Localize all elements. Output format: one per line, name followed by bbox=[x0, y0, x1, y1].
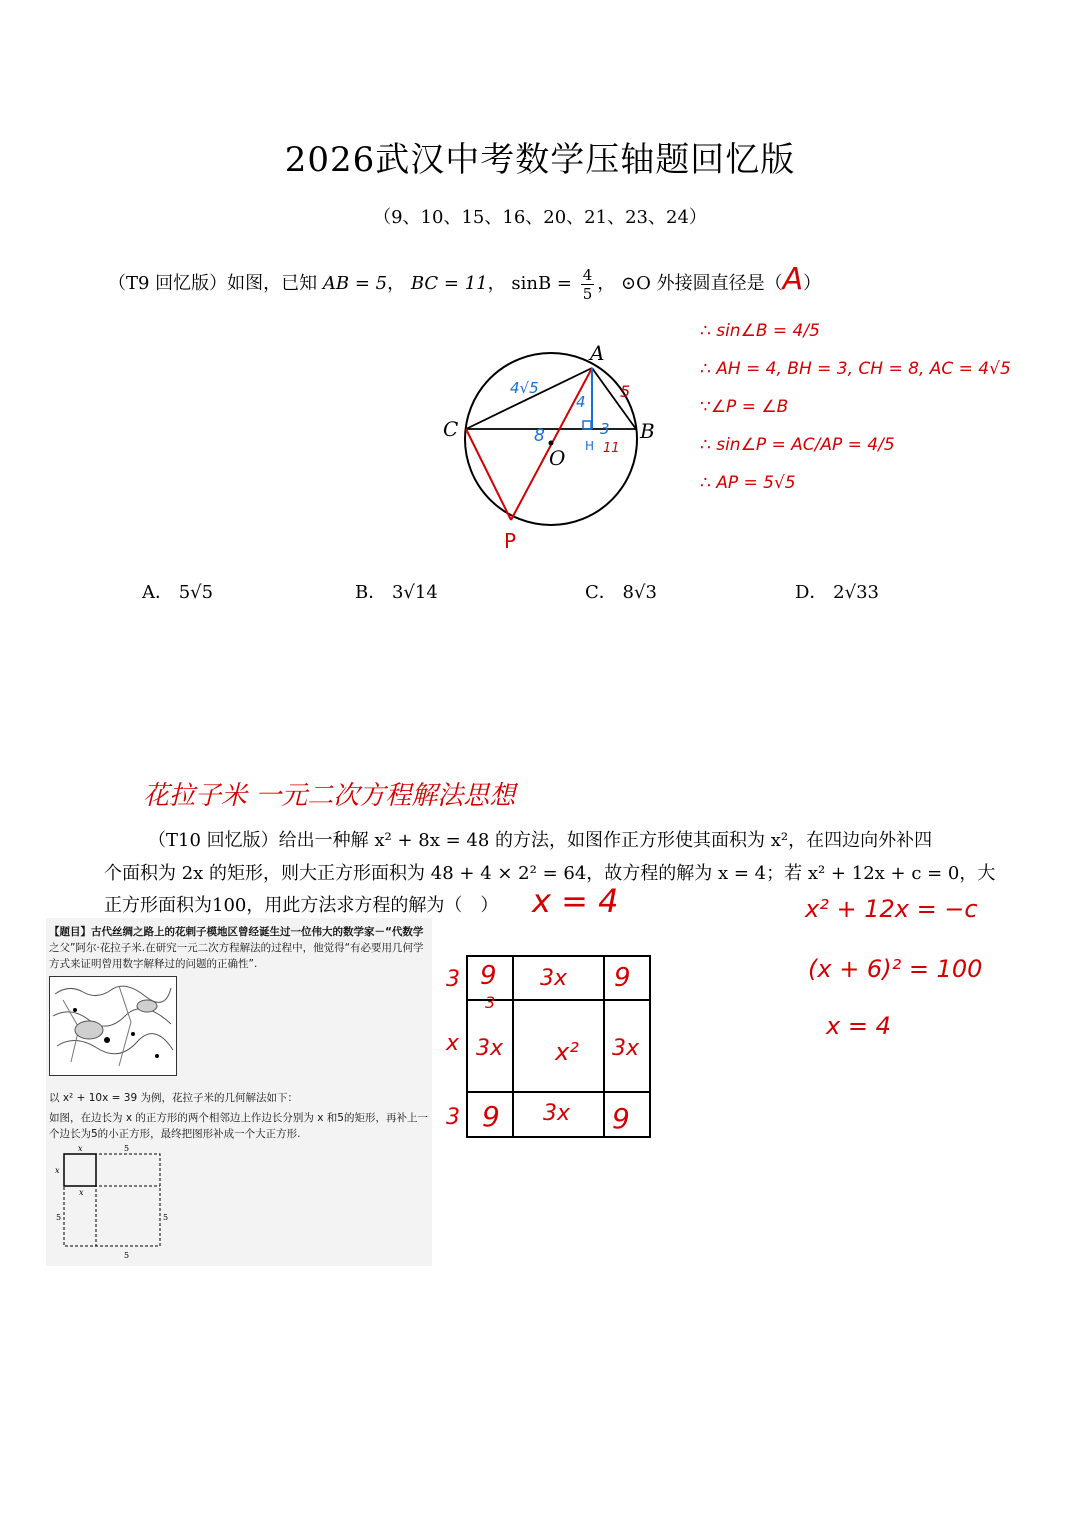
grid-left-2: x bbox=[446, 1031, 460, 1056]
mark-bc: 11 bbox=[603, 441, 620, 456]
mark-ac: 4√5 bbox=[510, 379, 539, 397]
label-5-left: 5 bbox=[56, 1213, 62, 1222]
point-o-label: O bbox=[549, 446, 566, 470]
point-a-label: A bbox=[590, 341, 605, 365]
card-example: 以 x² + 10x = 39 为例，花拉子米的几何解法如下： bbox=[49, 1092, 298, 1104]
circumcircle bbox=[465, 353, 637, 525]
mark-ah: 4 bbox=[576, 393, 586, 411]
q10-line-1: （T10 回忆版）给出一种解 x² + 8x = 48 的方法，如图作正方形使其面积为 x²，在四边向外补四 bbox=[148, 830, 933, 851]
small-square-x bbox=[64, 1154, 96, 1186]
grid-mid-center: x² bbox=[555, 1038, 579, 1066]
grid-bot-left: 9 bbox=[482, 1100, 500, 1133]
q9-sin-label: sinB = bbox=[511, 273, 572, 294]
q9-notes bbox=[700, 312, 1011, 502]
q9-ab: AB = 5 bbox=[322, 273, 388, 294]
label-5-bottom: 5 bbox=[124, 1251, 130, 1260]
khwarizmi-square-figure bbox=[52, 1144, 172, 1262]
right-angle-mark bbox=[583, 421, 591, 429]
option-a: A． 5√5 bbox=[142, 582, 214, 603]
card-desc-2: 个边长为5的小正方形，最终把图形补成一个大正方形. bbox=[49, 1128, 301, 1140]
card-text-2: 之父”阿尔·花拉子米.在研究一元二次方程解法的过程中，他觉得“有必要用几何学 bbox=[49, 942, 424, 954]
card-desc-1: 如图，在边长为 x 的正方形的两个相邻边上作边长分别为 x 和5的矩形，再补上一 bbox=[49, 1112, 428, 1124]
point-p-label: P bbox=[504, 529, 517, 553]
grid-top-right: 9 bbox=[614, 963, 631, 993]
q10-line-2: 个面积为 2x 的矩形，则大正方形面积为 48 + 4 × 2² = 64，故方程的解为 x = 4；若 x² + 12x + c = 0，大 bbox=[104, 863, 996, 884]
q9-circle-figure bbox=[430, 330, 680, 560]
big-square-dashed bbox=[64, 1154, 160, 1246]
grid-top-left: 9 bbox=[480, 961, 497, 991]
grid-left-1: 3 bbox=[446, 967, 460, 992]
label-x-top: x bbox=[78, 1144, 83, 1153]
map-image bbox=[49, 976, 177, 1076]
page-title: 2026武汉中考数学压轴题回忆版 bbox=[284, 140, 796, 180]
q10-answer: x = 4 bbox=[532, 882, 619, 920]
q10-note-2: (x + 6)² = 100 bbox=[808, 955, 983, 983]
grid-mid-left: 3x bbox=[476, 1036, 504, 1061]
q9-bc: BC = 11 bbox=[410, 273, 488, 294]
center-dot bbox=[549, 441, 554, 446]
mark-ab: 5 bbox=[620, 382, 631, 401]
q9-note-5: ∴ AP = 5√5 bbox=[700, 473, 796, 493]
q10-line-3: 正方形面积为100，用此方法求方程的解为（ ） bbox=[104, 895, 499, 916]
mark-cb-part: 8 bbox=[534, 426, 545, 446]
option-c: C． 8√3 bbox=[585, 582, 657, 603]
mark-hb: 3 bbox=[600, 420, 610, 438]
page-subtitle: （9、10、15、16、20、21、23、24） bbox=[373, 207, 707, 228]
q10-note-1: x² + 12x = −c bbox=[805, 895, 978, 923]
label-5-top: 5 bbox=[124, 1144, 130, 1153]
grid-mid-right: 3x bbox=[612, 1036, 640, 1061]
q9-close: ） bbox=[803, 273, 822, 294]
q10-note-3: x = 4 bbox=[826, 1012, 891, 1040]
q9-fraction bbox=[581, 266, 595, 303]
label-x-left: x bbox=[55, 1166, 60, 1175]
q9-note-4: ∴ sin∠P = AC/AP = 4/5 bbox=[700, 435, 895, 455]
point-h-label: H bbox=[585, 439, 595, 453]
grid-bot-mid: 3x bbox=[543, 1101, 571, 1126]
grid-bot-right: 9 bbox=[612, 1102, 630, 1135]
q9-question: （T9 回忆版）如图，已知 AB = 5， BC = 11， sinB = $\frac{4}{5}$ ， ⊙O 外接圆直径是（A） bbox=[108, 262, 822, 303]
q9-note-3: ∵∠P = ∠B bbox=[700, 397, 789, 417]
q10-grid bbox=[440, 945, 660, 1145]
reference-card bbox=[46, 918, 432, 1266]
q9-answer: A bbox=[782, 262, 804, 297]
grid-left-3: 3 bbox=[446, 1105, 460, 1130]
label-5-right: 5 bbox=[163, 1213, 169, 1222]
label-x-mid: x bbox=[79, 1188, 84, 1197]
card-text-1: 【题目】古代丝绸之路上的花剌子模地区曾经诞生过一位伟大的数学家－“代数学 bbox=[49, 926, 424, 938]
point-c-label: C bbox=[443, 417, 459, 441]
q10-heading: 花拉子米 一元二次方程解法思想 bbox=[143, 781, 516, 811]
q9-suffix: ⊙O 外接圆直径是（ bbox=[621, 273, 783, 294]
grid-top-mid: 3x bbox=[540, 966, 568, 991]
card-text-3: 方式来证明曾用数字解释过的问题的正确性”. bbox=[49, 958, 258, 970]
q9-frac-num: 4 bbox=[582, 265, 593, 284]
option-d: D． 2√33 bbox=[795, 582, 879, 603]
grid-top-sub: 3 bbox=[485, 993, 496, 1012]
segment-ca bbox=[466, 368, 592, 429]
q9-frac-den: 5 bbox=[582, 284, 593, 303]
point-b-label: B bbox=[640, 419, 655, 443]
option-b: B． 3√14 bbox=[355, 582, 438, 603]
q9-note-1: ∴ sin∠B = 4/5 bbox=[700, 321, 820, 341]
q9-prefix: （T9 回忆版）如图，已知 bbox=[108, 273, 318, 294]
q9-note-2: ∴ AH = 4, BH = 3, CH = 8, AC = 4√5 bbox=[700, 359, 1011, 379]
